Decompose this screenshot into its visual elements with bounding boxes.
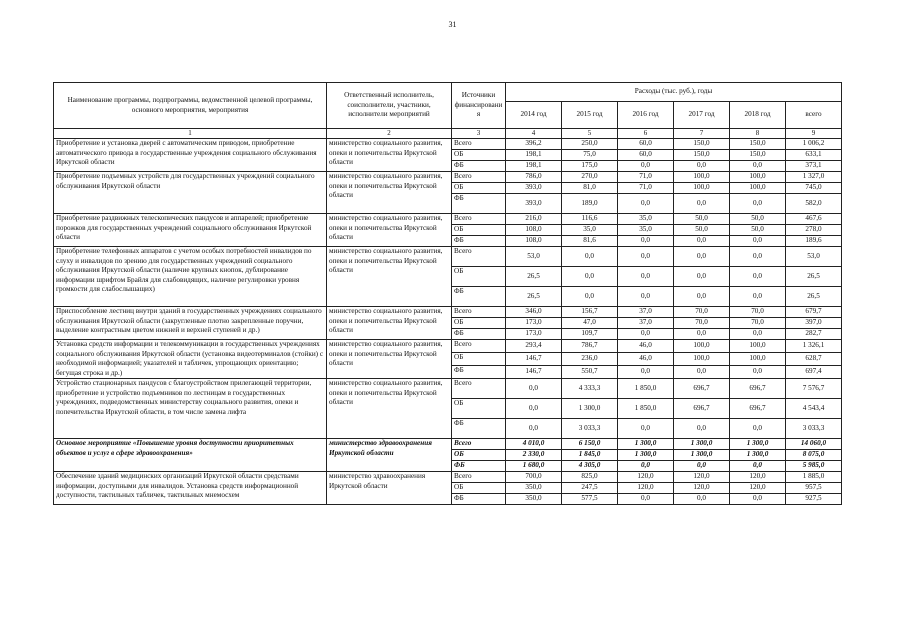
header-year: 2018 год [730, 102, 786, 129]
activity-name: Приобретение раздвижных телескопических пандусов и аппарелей; приобретение порожков для государственных учреждений социального обслуживания Иркутской области [54, 214, 327, 247]
header-name-column: Наименование программы, подпрограммы, ведомственной целевой программы, основного мероприятия, мероприятия [54, 83, 327, 129]
expense-value: 0,0 [618, 247, 674, 267]
expense-value: 146,7 [506, 366, 562, 379]
expense-value: 1 680,0 [506, 461, 562, 472]
expense-value: 633,1 [786, 150, 842, 161]
expense-value: 8 075,0 [786, 450, 842, 461]
expense-value: 1 300,0 [674, 439, 730, 450]
expense-value: 0,0 [730, 494, 786, 505]
column-number: 5 [562, 129, 618, 139]
expense-value: 70,0 [730, 318, 786, 329]
table-row [54, 247, 842, 267]
expense-value: 189,6 [786, 236, 842, 247]
expense-value: 50,0 [730, 214, 786, 225]
header-source-column: Источники финансировани я [452, 83, 506, 129]
expense-value: 350,0 [506, 483, 562, 494]
expense-value: 146,7 [506, 353, 562, 366]
expense-value: 108,0 [506, 236, 562, 247]
table-row [54, 472, 842, 483]
expense-value: 116,6 [562, 214, 618, 225]
expense-value: 236,0 [562, 353, 618, 366]
expense-value: 0,0 [730, 194, 786, 214]
expense-value: 0,0 [730, 329, 786, 340]
funding-source: Всего [452, 379, 506, 399]
funding-source: Всего [452, 439, 506, 450]
expense-value: 26,5 [786, 287, 842, 307]
expense-value: 0,0 [730, 161, 786, 172]
expense-value: 679,7 [786, 307, 842, 318]
expense-value: 175,0 [562, 161, 618, 172]
activity-name: Приобретение и установка дверей с автоматическим приводом, приобретение автоматического привода в государственные учреждения социального обслуживания Иркутской области [54, 139, 327, 172]
expense-value: 293,4 [506, 340, 562, 353]
expense-value: 150,0 [730, 150, 786, 161]
expense-value: 173,0 [506, 329, 562, 340]
expense-value: 1 300,0 [618, 450, 674, 461]
expense-value: 1 327,0 [786, 172, 842, 183]
expense-value: 53,0 [786, 247, 842, 267]
responsible-executor: министерство социального развития, опеки и попечительства Иркутской области [327, 340, 452, 379]
expense-value: 50,0 [674, 225, 730, 236]
expense-value: 0,0 [674, 267, 730, 287]
responsible-executor: министерство социального развития, опеки и попечительства Иркутской области [327, 172, 452, 214]
responsible-executor: министерство здравоохранения Иркутской области [327, 439, 452, 472]
expense-value: 120,0 [674, 483, 730, 494]
expense-value: 393,0 [506, 194, 562, 214]
expense-value: 120,0 [730, 472, 786, 483]
expense-value: 467,6 [786, 214, 842, 225]
responsible-executor: министерство социального развития, опеки и попечительства Иркутской области [327, 307, 452, 340]
expense-value: 0,0 [674, 287, 730, 307]
expense-value: 1 885,0 [786, 472, 842, 483]
funding-source: ОБ [452, 483, 506, 494]
expense-value: 26,5 [506, 287, 562, 307]
expense-value: 14 060,0 [786, 439, 842, 450]
funding-source: Всего [452, 340, 506, 353]
funding-source: Всего [452, 214, 506, 225]
expense-value: 0,0 [674, 161, 730, 172]
table-row [54, 379, 842, 399]
expense-value: 0,0 [674, 494, 730, 505]
funding-source: ФБ [452, 419, 506, 439]
activity-name: Установка средств информации и телекоммуникации в государственных учреждениях социального обслуживания Иркутской области (установка видеотерминалов (стойки) с необходимой информацией; указателей и табличек, упрощающих ориентацию; бегущая строка и др.) [54, 340, 327, 379]
expense-value: 927,5 [786, 494, 842, 505]
expense-value: 0,0 [674, 236, 730, 247]
responsible-executor: министерство социального развития, опеки и попечительства Иркутской области [327, 247, 452, 307]
funding-source: ОБ [452, 267, 506, 287]
expense-value: 70,0 [674, 318, 730, 329]
expense-value: 696,7 [730, 379, 786, 399]
table-row [54, 172, 842, 183]
expense-value: 628,7 [786, 353, 842, 366]
expense-value: 270,0 [562, 172, 618, 183]
expense-value: 35,0 [562, 225, 618, 236]
responsible-executor: министерство социального развития, опеки и попечительства Иркутской области [327, 139, 452, 172]
expense-value: 697,4 [786, 366, 842, 379]
expense-value: 1 850,0 [618, 379, 674, 399]
header-year: 2014 год [506, 102, 562, 129]
expense-value: 0,0 [506, 419, 562, 439]
table-row [54, 307, 842, 318]
expense-value: 150,0 [674, 150, 730, 161]
responsible-executor: министерство здравоохранения Иркутской области [327, 472, 452, 505]
funding-source: ФБ [452, 194, 506, 214]
expense-value: 0,0 [562, 267, 618, 287]
expense-value: 0,0 [618, 267, 674, 287]
expense-value: 50,0 [730, 225, 786, 236]
expense-value: 825,0 [562, 472, 618, 483]
responsible-executor: министерство социального развития, опеки и попечительства Иркутской области [327, 214, 452, 247]
expense-value: 1 300,0 [562, 399, 618, 419]
funding-source: ОБ [452, 225, 506, 236]
funding-source: Всего [452, 472, 506, 483]
expense-value: 100,0 [674, 353, 730, 366]
expense-value: 4 010,0 [506, 439, 562, 450]
expense-value: 1 300,0 [674, 450, 730, 461]
expense-value: 0,0 [730, 287, 786, 307]
header-year: всего [786, 102, 842, 129]
expense-value: 75,0 [562, 150, 618, 161]
expense-value: 393,0 [506, 183, 562, 194]
expense-value: 0,0 [674, 194, 730, 214]
funding-source: Всего [452, 247, 506, 267]
expense-value: 786,0 [506, 172, 562, 183]
expense-value: 1 300,0 [618, 439, 674, 450]
expense-value: 1 326,1 [786, 340, 842, 353]
expense-value: 37,0 [618, 307, 674, 318]
expense-value: 6 150,0 [562, 439, 618, 450]
expense-value: 4 543,4 [786, 399, 842, 419]
expense-value: 216,0 [506, 214, 562, 225]
expense-value: 0,0 [618, 494, 674, 505]
activity-name: Обеспечение зданий медицинских организаций Иркутской области средствами информации, доступными для инвалидов. Установка средств информационной доступности, тактильных табличек, тактильных мнемосхем [54, 472, 327, 505]
expense-value: 396,2 [506, 139, 562, 150]
expense-value: 189,0 [562, 194, 618, 214]
expense-value: 350,0 [506, 494, 562, 505]
expense-value: 0,0 [618, 161, 674, 172]
expense-value: 696,7 [730, 399, 786, 419]
expense-value: 0,0 [618, 419, 674, 439]
expense-value: 60,0 [618, 150, 674, 161]
expense-value: 46,0 [618, 353, 674, 366]
funding-source: ФБ [452, 236, 506, 247]
expense-value: 0,0 [618, 366, 674, 379]
expense-value: 1 845,0 [562, 450, 618, 461]
expense-value: 26,5 [506, 267, 562, 287]
expense-value: 53,0 [506, 247, 562, 267]
expense-value: 0,0 [730, 236, 786, 247]
expense-value: 156,7 [562, 307, 618, 318]
expense-value: 120,0 [618, 483, 674, 494]
expense-value: 0,0 [674, 329, 730, 340]
column-number: 3 [452, 129, 506, 139]
funding-source: ФБ [452, 161, 506, 172]
expense-value: 46,0 [618, 340, 674, 353]
header-year: 2017 год [674, 102, 730, 129]
expense-value: 0,0 [730, 267, 786, 287]
column-number: 2 [327, 129, 452, 139]
funding-source: ОБ [452, 318, 506, 329]
expense-value: 120,0 [730, 483, 786, 494]
expense-value: 60,0 [618, 139, 674, 150]
expense-value: 0,0 [674, 247, 730, 267]
expense-value: 550,7 [562, 366, 618, 379]
funding-source: ФБ [452, 366, 506, 379]
column-number: 4 [506, 129, 562, 139]
expense-value: 150,0 [674, 139, 730, 150]
table-row [54, 214, 842, 225]
funding-source: ОБ [452, 399, 506, 419]
funding-source: ОБ [452, 353, 506, 366]
expense-value: 35,0 [618, 214, 674, 225]
expense-value: 278,0 [786, 225, 842, 236]
activity-name: Основное мероприятие «Повышение уровня доступности приоритетных объектов и услуг в сфере здравоохранения» [54, 439, 327, 472]
funding-source: ОБ [452, 450, 506, 461]
expense-value: 582,0 [786, 194, 842, 214]
expense-value: 108,0 [506, 225, 562, 236]
funding-source: Всего [452, 307, 506, 318]
table-row [54, 139, 842, 150]
expense-value: 3 033,3 [786, 419, 842, 439]
expense-value: 0,0 [730, 247, 786, 267]
expense-value: 2 330,0 [506, 450, 562, 461]
funding-source: ФБ [452, 329, 506, 340]
expense-value: 282,7 [786, 329, 842, 340]
expense-value: 397,0 [786, 318, 842, 329]
expense-value: 1 300,0 [730, 450, 786, 461]
funding-source: ОБ [452, 150, 506, 161]
expense-value: 70,0 [674, 307, 730, 318]
expense-value: 700,0 [506, 472, 562, 483]
funding-source: Всего [452, 172, 506, 183]
expense-value: 50,0 [674, 214, 730, 225]
expense-value: 120,0 [674, 472, 730, 483]
table-row [54, 439, 842, 450]
funding-source: Всего [452, 139, 506, 150]
activity-name: Приспособление лестниц внутри зданий в государственных учреждениях социального обслуживания Иркутской области (закругленные плотно закрепленные поручни, выделение контрастным цветом нижней и верхней ступеней и др.) [54, 307, 327, 340]
expense-value: 3 033,3 [562, 419, 618, 439]
expense-value: 0,0 [730, 419, 786, 439]
expense-value: 0,0 [674, 461, 730, 472]
expense-value: 26,5 [786, 267, 842, 287]
funding-source: ФБ [452, 287, 506, 307]
expense-value: 35,0 [618, 225, 674, 236]
expense-value: 577,5 [562, 494, 618, 505]
expense-value: 696,7 [674, 379, 730, 399]
expense-value: 373,1 [786, 161, 842, 172]
activity-name: Приобретение телефонных аппаратов с учетом особых потребностей инвалидов по слуху и инвалидов по зрению для государственных учреждений социального обслуживания Иркутской области (наличие крупных кнопок, дублирование информации шрифтом Брайля для слабовидящих, наличие регулировки уровня громкости для слабослышащих) [54, 247, 327, 307]
header-year: 2016 год [618, 102, 674, 129]
expense-value: 81,6 [562, 236, 618, 247]
expense-value: 0,0 [730, 461, 786, 472]
expense-value: 100,0 [730, 353, 786, 366]
expense-value: 0,0 [618, 329, 674, 340]
responsible-executor: министерство социального развития, опеки и попечительства Иркутской области [327, 379, 452, 439]
expense-value: 198,1 [506, 161, 562, 172]
expense-value: 0,0 [562, 247, 618, 267]
expense-value: 100,0 [674, 340, 730, 353]
expense-value: 0,0 [506, 379, 562, 399]
expense-value: 745,0 [786, 183, 842, 194]
expense-value: 0,0 [618, 461, 674, 472]
expense-value: 0,0 [618, 194, 674, 214]
funding-source: ФБ [452, 494, 506, 505]
expense-value: 250,0 [562, 139, 618, 150]
expense-value: 0,0 [730, 366, 786, 379]
column-number: 9 [786, 129, 842, 139]
expense-value: 1 850,0 [618, 399, 674, 419]
funding-source: ФБ [452, 461, 506, 472]
expense-value: 0,0 [674, 419, 730, 439]
expense-value: 4 333,3 [562, 379, 618, 399]
activity-name: Устройство стационарных пандусов с благоустройством прилегающей территории, приобретение и устройство подъемников по лестницам в государственных учреждениях, подведомственных министерству социального развития, опеки и попечительства Иркутской области, в том числе замена лифта [54, 379, 327, 439]
expense-value: 696,7 [674, 399, 730, 419]
expense-value: 100,0 [730, 172, 786, 183]
expense-value: 120,0 [618, 472, 674, 483]
budget-table [53, 82, 842, 505]
activity-name: Приобретение подъемных устройств для государственных учреждений социального обслуживания Иркутской области [54, 172, 327, 214]
expense-value: 247,5 [562, 483, 618, 494]
expense-value: 0,0 [674, 366, 730, 379]
expense-value: 71,0 [618, 183, 674, 194]
column-number: 1 [54, 129, 327, 139]
expense-value: 47,0 [562, 318, 618, 329]
expense-value: 100,0 [674, 183, 730, 194]
column-number: 7 [674, 129, 730, 139]
expense-value: 4 305,0 [562, 461, 618, 472]
expense-value: 786,7 [562, 340, 618, 353]
table-row [54, 340, 842, 353]
column-number: 6 [618, 129, 674, 139]
expense-value: 100,0 [730, 183, 786, 194]
expense-value: 957,5 [786, 483, 842, 494]
header-year: 2015 год [562, 102, 618, 129]
page-number: 31 [448, 20, 457, 29]
expense-value: 150,0 [730, 139, 786, 150]
expense-value: 0,0 [562, 287, 618, 307]
funding-source: ОБ [452, 183, 506, 194]
expense-value: 5 985,0 [786, 461, 842, 472]
expense-value: 100,0 [730, 340, 786, 353]
expense-value: 198,1 [506, 150, 562, 161]
expense-value: 37,0 [618, 318, 674, 329]
expense-value: 100,0 [674, 172, 730, 183]
expense-value: 1 300,0 [730, 439, 786, 450]
header-expenses: Расходы (тыс. руб.), годы [506, 83, 842, 102]
expense-value: 70,0 [730, 307, 786, 318]
column-number: 8 [730, 129, 786, 139]
expense-value: 7 576,7 [786, 379, 842, 399]
expense-value: 173,0 [506, 318, 562, 329]
expense-value: 81,0 [562, 183, 618, 194]
expense-value: 346,0 [506, 307, 562, 318]
header-responsible-column: Ответственный исполнитель, соисполнители, участники, исполнители мероприятий [327, 83, 452, 129]
expense-value: 109,7 [562, 329, 618, 340]
expense-value: 0,0 [618, 236, 674, 247]
expense-value: 71,0 [618, 172, 674, 183]
expense-value: 0,0 [506, 399, 562, 419]
expense-value: 1 006,2 [786, 139, 842, 150]
expense-value: 0,0 [618, 287, 674, 307]
